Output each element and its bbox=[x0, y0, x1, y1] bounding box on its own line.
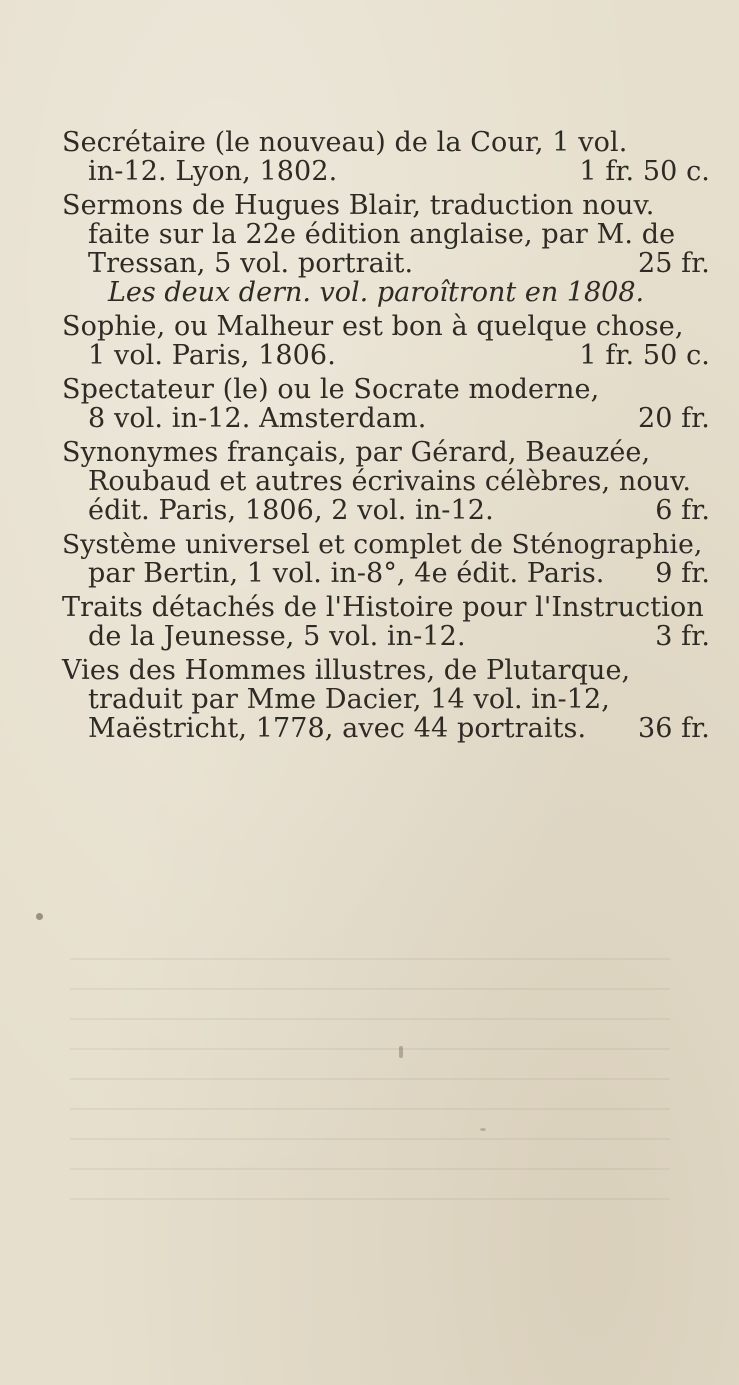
entry-note: Les deux dern. vol. paroîtront en 1808. bbox=[108, 277, 645, 308]
entry-text: in-12. Lyon, 1802. bbox=[88, 156, 338, 187]
entry-line bbox=[62, 467, 710, 496]
paper-speck bbox=[399, 1046, 403, 1058]
entry-text: Roubaud et autres écrivains célèbres, nouv. bbox=[88, 466, 692, 497]
catalog-entry bbox=[62, 593, 710, 651]
paper-speck bbox=[480, 1128, 486, 1131]
entry-line bbox=[62, 559, 710, 588]
entry-price: 9 fr. bbox=[655, 558, 710, 589]
entry-line bbox=[62, 375, 710, 404]
entry-text: Vies des Hommes illustres, de Plutarque, bbox=[62, 655, 631, 686]
entry-text: 1 vol. Paris, 1806. bbox=[88, 340, 336, 371]
entry-text: Sermons de Hugues Blair, traduction nouv. bbox=[62, 190, 655, 221]
entry-text: Sophie, ou Malheur est bon à quelque chose, bbox=[62, 311, 684, 342]
entry-text: Tressan, 5 vol. portrait. bbox=[88, 248, 414, 279]
entry-line bbox=[62, 249, 710, 278]
entry-line bbox=[62, 312, 710, 341]
entry-text: Système universel et complet de Sténographie, bbox=[62, 529, 703, 560]
catalog-entry bbox=[62, 375, 710, 433]
entry-price: 1 fr. 50 c. bbox=[579, 340, 710, 371]
entry-price: 3 fr. bbox=[655, 621, 710, 652]
entry-line bbox=[62, 656, 710, 685]
entry-line bbox=[62, 622, 710, 651]
entry-price: 25 fr. bbox=[637, 248, 710, 279]
entry-text: par Bertin, 1 vol. in-8°, 4e édit. Paris. bbox=[88, 558, 605, 589]
entry-line bbox=[62, 714, 710, 743]
bleed-through-text bbox=[70, 940, 670, 1200]
catalog-entry bbox=[62, 530, 710, 588]
entry-line bbox=[62, 404, 710, 433]
catalog-entry bbox=[62, 128, 710, 186]
entry-line bbox=[62, 341, 710, 370]
entry-line bbox=[62, 530, 710, 559]
entry-text: Secrétaire (le nouveau) de la Cour, 1 vol. bbox=[62, 127, 628, 158]
entry-line bbox=[62, 593, 710, 622]
paper-speck bbox=[36, 913, 43, 920]
entry-text: Traits détachés de l'Histoire pour l'Instruction bbox=[62, 592, 704, 623]
entry-text: Maëstricht, 1778, avec 44 portraits. bbox=[88, 713, 587, 744]
entry-price: 20 fr. bbox=[637, 403, 710, 434]
entry-line bbox=[62, 128, 710, 157]
entry-text: édit. Paris, 1806, 2 vol. in-12. bbox=[88, 495, 494, 526]
catalog-entry bbox=[62, 438, 710, 525]
catalog-list bbox=[62, 128, 710, 748]
catalog-entry bbox=[62, 312, 710, 370]
entry-line bbox=[62, 220, 710, 249]
entry-text: Spectateur (le) ou le Socrate moderne, bbox=[62, 374, 600, 405]
entry-price: 36 fr. bbox=[637, 713, 710, 744]
entry-text: faite sur la 22e édition anglaise, par M. de bbox=[88, 219, 676, 250]
catalog-entry bbox=[62, 656, 710, 743]
catalog-entry bbox=[62, 191, 710, 307]
entry-text: Synonymes français, par Gérard, Beauzée, bbox=[62, 437, 651, 468]
entry-line bbox=[62, 685, 710, 714]
entry-price: 1 fr. 50 c. bbox=[579, 156, 710, 187]
entry-line bbox=[62, 438, 710, 467]
entry-line bbox=[62, 496, 710, 525]
entry-text: 8 vol. in-12. Amsterdam. bbox=[88, 403, 427, 434]
entry-line bbox=[62, 191, 710, 220]
entry-line bbox=[62, 157, 710, 186]
entry-text: traduit par Mme Dacier, 14 vol. in-12, bbox=[88, 684, 610, 715]
entry-price: 6 fr. bbox=[655, 495, 710, 526]
entry-text: de la Jeunesse, 5 vol. in-12. bbox=[88, 621, 466, 652]
